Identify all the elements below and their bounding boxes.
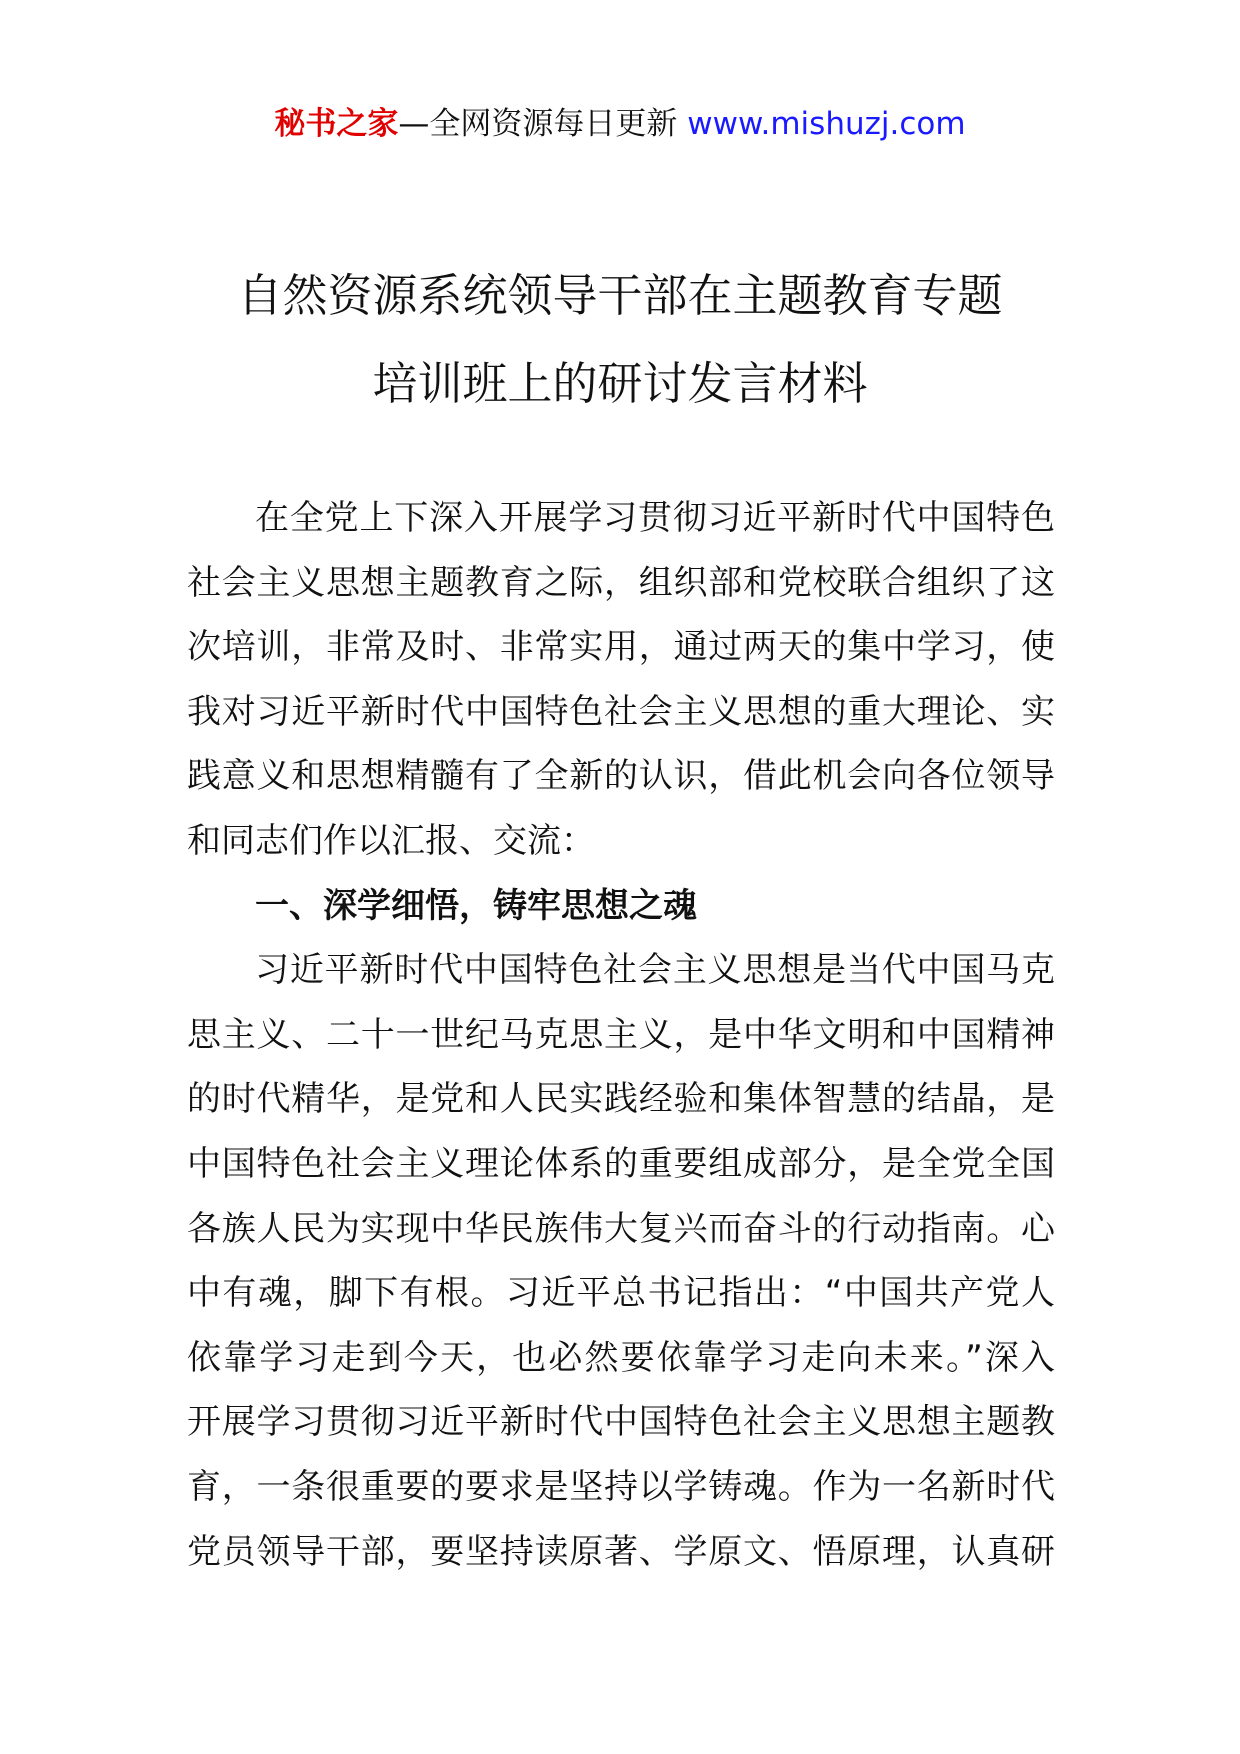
paragraph-line: 依靠学习走到今天，也必然要依靠学习走向未来。”深入 (187, 1337, 1055, 1378)
title-line-1: 自然资源系统领导干部在主题教育专题 (237, 269, 1003, 322)
paragraph-line: 习近平新时代中国特色社会主义思想是当代中国马克 (255, 950, 1055, 991)
document-title (0, 252, 1240, 428)
site-url-link[interactable]: www.mishuzj.com (687, 106, 966, 142)
site-slogan: —全网资源每日更新 (398, 106, 678, 142)
paragraph-line: 开展学习贯彻习近平新时代中国特色社会主义思想主题教 (187, 1402, 1055, 1443)
paragraph-line: 和同志们作以汇报、交流： (187, 820, 595, 861)
section-heading: 一、深学细悟，铸牢思想之魂 (255, 885, 697, 926)
site-brand: 秘书之家 (274, 106, 399, 142)
title-line-2: 培训班上的研讨发言材料 (372, 357, 868, 410)
paragraph-line: 思主义、二十一世纪马克思主义，是中华文明和中国精神 (187, 1014, 1055, 1055)
paragraph-line: 中有魂，脚下有根。习近平总书记指出：“中国共产党人 (187, 1273, 1055, 1314)
paragraph-line: 党员领导干部，要坚持读原著、学原文、悟原理，认真研 (187, 1531, 1055, 1572)
paragraph-line: 次培训，非常及时、非常实用，通过两天的集中学习，使 (187, 627, 1055, 668)
document-body (187, 486, 1055, 1584)
paragraph-line: 的时代精华，是党和人民实践经验和集体智慧的结晶，是 (187, 1079, 1055, 1120)
paragraph-line: 中国特色社会主义理论体系的重要组成部分，是全党全国 (187, 1143, 1055, 1184)
paragraph-line: 在全党上下深入开展学习贯彻习近平新时代中国特色 (255, 498, 1055, 538)
paragraph-line: 社会主义思想主题教育之际，组织部和党校联合组织了这 (187, 562, 1055, 603)
paragraph-line: 各族人民为实现中华民族伟大复兴而奋斗的行动指南。心 (187, 1208, 1055, 1249)
paragraph-line: 践意义和思想精髓有了全新的认识，借此机会向各位领导 (187, 756, 1055, 797)
site-header (0, 104, 1240, 144)
paragraph-line: 我对习近平新时代中国特色社会主义思想的重大理论、实 (187, 691, 1055, 732)
paragraph-line: 育，一条很重要的要求是坚持以学铸魂。作为一名新时代 (187, 1466, 1055, 1507)
